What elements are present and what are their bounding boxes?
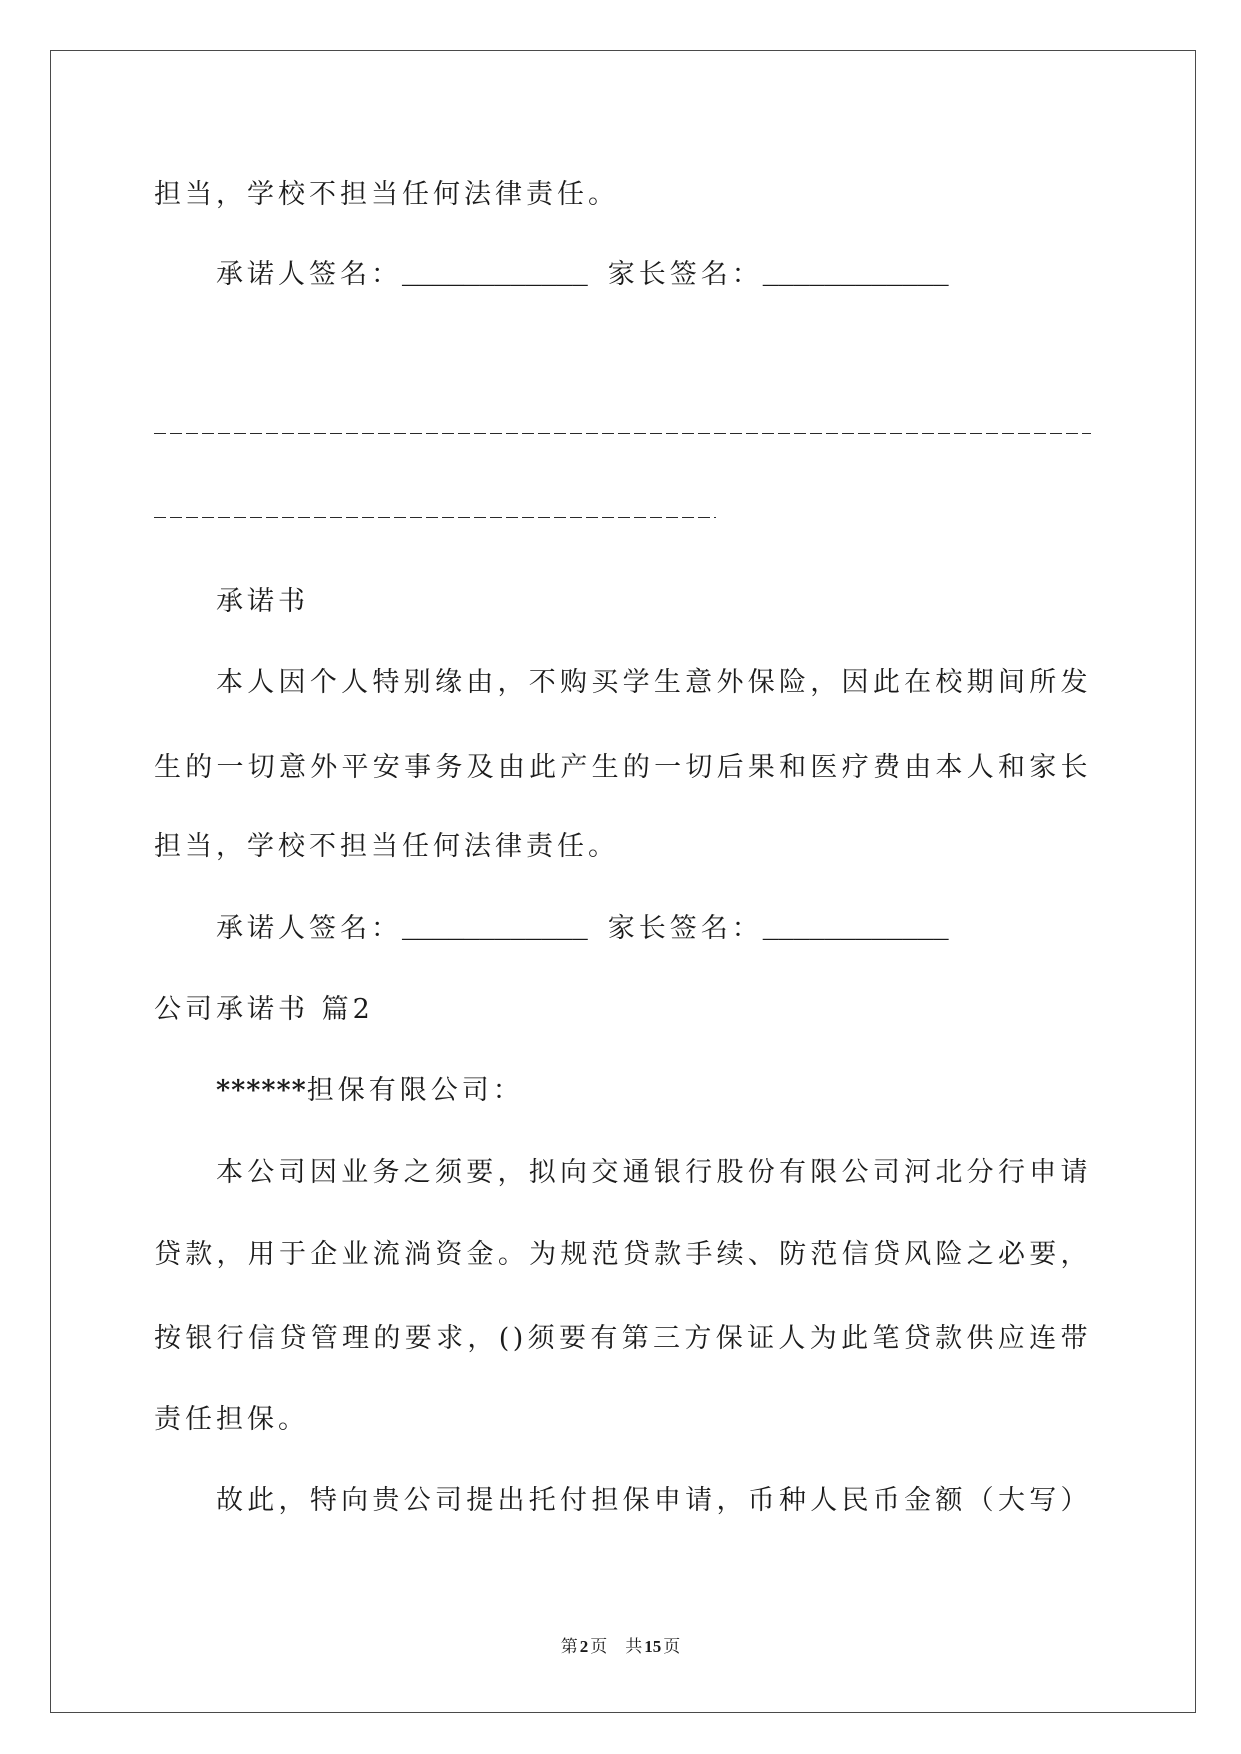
signature-row: [216, 911, 949, 947]
paragraph-line: 责任担保。: [154, 1404, 309, 1435]
page-suffix: 页: [590, 1637, 608, 1657]
promisor-signature-label: 承诺人签名：: [216, 913, 402, 944]
parent-signature-label: 家长签名：: [607, 259, 763, 290]
total-suffix: 页: [663, 1637, 681, 1657]
promisor-signature-blank: ____________: [402, 262, 588, 291]
page-number: 2: [579, 1637, 589, 1656]
section-heading: 公司承诺书 篇2: [154, 994, 374, 1025]
page-border: [50, 50, 1196, 1713]
pledge-body-line: 担当，学校不担当任何法律责任。: [154, 831, 619, 862]
addressee-line: [216, 1073, 524, 1109]
page-prefix: 第: [560, 1637, 578, 1657]
paragraph-line: 贷款，用于企业流淌资金。为规范贷款手续、防范信贷风险之必要，: [154, 1239, 1091, 1270]
parent-signature-blank: ____________: [762, 916, 949, 945]
dashed-divider-short: [154, 517, 716, 518]
signature-row: [216, 257, 949, 293]
dashed-divider: [154, 433, 1091, 434]
parent-signature-blank: ____________: [762, 262, 949, 291]
paragraph-line: 按银行信贷管理的要求，()须要有第三方保证人为此笔贷款供应连带: [154, 1323, 1091, 1354]
pledge-title: 承诺书: [216, 586, 309, 617]
paragraph-line: 本公司因业务之须要，拟向交通银行股份有限公司河北分行申请: [216, 1157, 1091, 1188]
parent-signature-label: 家长签名：: [607, 913, 763, 944]
total-pages: 15: [644, 1637, 662, 1656]
closing-line: 担当，学校不担当任何法律责任。: [154, 179, 619, 210]
total-prefix: 共: [625, 1637, 643, 1657]
promisor-signature-label: 承诺人签名：: [216, 259, 402, 290]
promisor-signature-blank: ____________: [402, 916, 588, 945]
page-footer: [0, 1636, 1241, 1658]
addressee-name: 担保有限公司：: [306, 1075, 524, 1106]
paragraph-line: 故此，特向贵公司提出托付担保申请，币种人民币金额（大写）: [216, 1485, 1091, 1516]
pledge-body-line: 生的一切意外平安事务及由此产生的一切后果和医疗费由本人和家长: [154, 752, 1091, 783]
addressee-mask: ******: [216, 1075, 307, 1106]
pledge-body-line: 本人因个人特别缘由，不购买学生意外保险，因此在校期间所发: [216, 667, 1091, 698]
